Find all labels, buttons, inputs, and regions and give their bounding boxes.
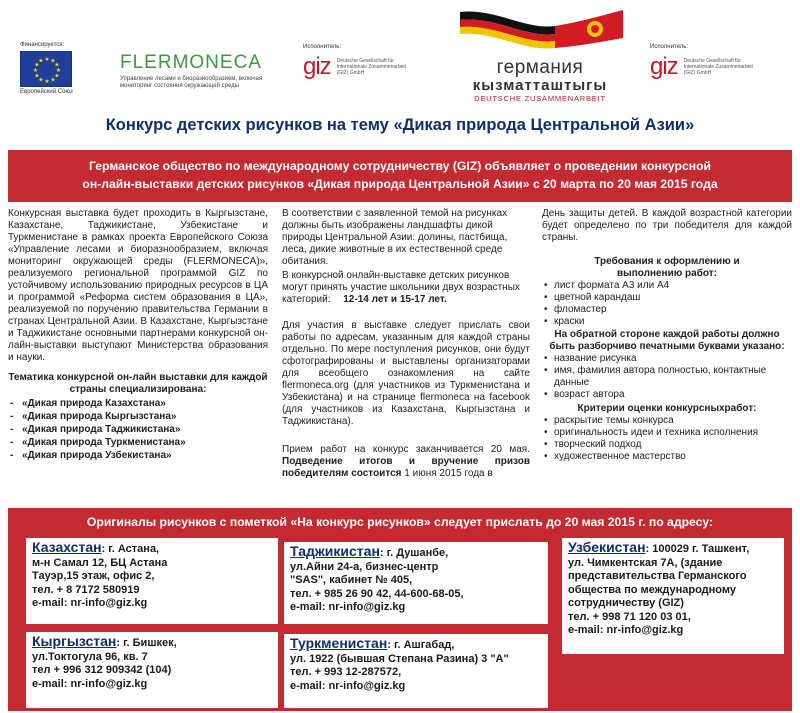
- phone: тел + 996 312 909342 (104): [32, 664, 172, 676]
- eu-logo-block: [20, 42, 100, 95]
- address-line: м-н Самал 12, БЦ Астана: [32, 556, 168, 569]
- address-kyrgyzstan: [26, 632, 278, 708]
- deadline-text: Прием работ на конкурс заканчивается 20 мая.: [282, 444, 530, 455]
- svg-text:★: ★: [44, 56, 50, 63]
- svg-text:★: ★: [55, 67, 62, 74]
- flermoneca-tagline: Управление лесами и биоразнообразием, включая мониторинг состояния окружающей среды: [120, 76, 263, 89]
- email: e-mail: nr-info@giz.kg: [32, 677, 148, 690]
- giz-logo-right: [650, 44, 790, 81]
- city: : г. Бишкек,: [116, 637, 177, 649]
- banner-line-2: он-лайн-выставки детских рисунков «Дикая природа Центральной Азии» с 20 марта по 20 мая 2015 года: [82, 177, 718, 191]
- phone: тел. + 985 26 90 42, 44-600-68-05,: [290, 587, 464, 600]
- list-item: • краски: [542, 316, 792, 328]
- flermoneca-logo: [120, 52, 290, 90]
- list-item: - «Дикая природа Туркменистана»: [8, 437, 268, 449]
- giz-logo-left: [303, 44, 443, 81]
- themes-heading: Тематика конкурсной он-лайн выставки для каждой страны специализирована:: [8, 372, 268, 395]
- svg-text:★: ★: [50, 57, 56, 65]
- list-item: • цветной карандаш: [542, 292, 792, 304]
- themes-list: [8, 398, 268, 462]
- announcement-banner: [8, 150, 792, 202]
- intro-paragraph: Конкурсная выставка будет проходить в Кыргызстане, Казахстане, Таджикистане, Узбекистане и Туркменистане в рамках проекта Европейского Союза «Управление лесами и биоразнообразием, включая мониторинг окружающей среды (FLERMONECA)», реализуемого региональной программой GIZ по устойчивому использованию природных ресурсов в ЦА и программой «Реформа систем образования в ЦА», реализуемой по поручению правительства Германии в странах Центральной Азии. В Казахстане, Кыргызстане и Таджикистане основными партнерами конкурсной он-лайн-выставки выступают Министерства образования и науки.: [8, 208, 268, 363]
- germany-cooperation-logo: [455, 8, 625, 103]
- address-turkmenistan: [284, 634, 548, 708]
- giz-logo-text-2: Deutsche Gesellschaft für Internationale Zusammenarbeit (GIZ) GmbH: [683, 58, 753, 76]
- country-name: Туркменистан: [290, 635, 388, 651]
- address-line: ул. 1922 (бывшая Степана Разина) 3 "А": [290, 652, 509, 665]
- country-name: Узбекистан: [568, 539, 646, 555]
- addresses-section: [8, 508, 792, 711]
- submission-paragraph: Для участия в выставке следует прислать свои работы по адресам, указанным для каждой страны отдельно. По мере поступления рисунков, они будут сфотографированы и выставлены организаторами для всеобщего ознакомления на сайте flermoneca.org (для участников из Туркменистана и Узбекистана) и на странице flermoneca на facebook (для участников из Казахстана, Кыргызстана и Таджикистана).: [282, 320, 530, 427]
- email: e-mail: nr-info@giz.kg: [32, 597, 148, 609]
- city: : г. Ашгабад,: [387, 639, 455, 651]
- list-item: - «Дикая природа Казахстана»: [8, 398, 268, 410]
- list-item: • название рисунка: [542, 353, 792, 365]
- address-line: "SAS", кабинет № 405,: [290, 574, 413, 586]
- phone: тел. + 998 71 120 03 01,: [568, 610, 691, 623]
- city: : г. Астана,: [101, 543, 160, 555]
- address-tajikistan: [284, 542, 548, 624]
- list-item: • лист формата А3 или А4: [542, 280, 792, 292]
- list-item: - «Дикая природа Кыргызстана»: [8, 411, 268, 423]
- eu-flag-icon: [20, 51, 72, 87]
- giz-logo-mark-2: giz: [650, 53, 678, 80]
- address-kazakhstan: [26, 538, 278, 624]
- addresses-heading: Оригиналы рисунков с пометкой «На конкурс рисунков» следует прислать до 20 мая 2015 г. по адресу:: [86, 515, 714, 529]
- svg-text:★: ★: [54, 72, 60, 80]
- email: e-mail: nr-info@giz.kg: [290, 601, 406, 613]
- executor-label-2: Исполнитель:: [650, 44, 689, 50]
- address-line: представительства Германского: [568, 570, 747, 582]
- svg-text:★: ★: [38, 57, 44, 65]
- svg-text:★: ★: [50, 76, 56, 84]
- deutsche-zusammenarbeit: DEUTSCHE ZUSAMMENARBEIT: [474, 94, 606, 103]
- column-middle: [282, 208, 530, 480]
- results-text: Подведение итогов и вручение призов победителям состоится: [282, 456, 530, 479]
- address-line: Тауэр,15 этаж, офис 2,: [32, 570, 155, 582]
- email: e-mail: nr-info@giz.kg: [568, 624, 684, 636]
- svg-text:★: ★: [54, 61, 60, 69]
- address-line: общества по международному: [568, 583, 736, 596]
- winners-paragraph: День защиты детей. В каждой возрастной категории будет определено по три победителя для каждой страны.: [542, 208, 792, 243]
- germany-word: германия: [496, 57, 584, 78]
- address-line: ул. Чимкентская 7А, (здание: [568, 556, 723, 569]
- back-side-list: [542, 353, 792, 401]
- eu-funded-label: Финансируется:: [20, 42, 65, 48]
- city: : г. Душанбе,: [379, 547, 449, 559]
- column-left: [8, 208, 268, 462]
- ages-intro: В конкурсной онлайн-выставке детских рисунков могут принять участие школьники двух возрастных категорий:: [282, 270, 520, 305]
- results-date: 1 июня 2015 года в: [404, 468, 493, 479]
- list-item: • художественное мастерство: [542, 451, 792, 463]
- list-item: • фломастер: [542, 304, 792, 316]
- address-uzbekistan: [562, 538, 784, 654]
- svg-text:★: ★: [34, 61, 40, 69]
- deadline-paragraph: [282, 444, 530, 480]
- svg-text:★: ★: [38, 76, 44, 84]
- cooperation-word: кызматташтыгы: [472, 77, 608, 94]
- svg-text:★: ★: [34, 72, 40, 80]
- topic-paragraph: В соответствии с заявленной темой на рисунках должны быть изображены ландшафты дикой природы Центральной Азии: долины, пастбища, леса, дикие животные в их естественной среде обитания.: [282, 208, 508, 267]
- eu-caption: Европейский Союз: [20, 89, 73, 95]
- email: e-mail: nr-info@giz.kg: [290, 679, 406, 692]
- phone: тел. + 993 12-287572,: [290, 666, 402, 678]
- address-line: сотрудничеству (GIZ): [568, 597, 684, 609]
- svg-text:★: ★: [32, 67, 39, 74]
- svg-text:★: ★: [44, 78, 50, 85]
- giz-logo-mark: giz: [303, 53, 331, 80]
- country-name: Кыргызстан: [32, 633, 117, 649]
- back-side-heading: На обратной стороне каждой работы должно быть разборчиво печатными буквами указано:: [549, 329, 785, 352]
- column-right: [542, 208, 792, 463]
- banner-line-1: Германское общество по международному сотрудничеству (GIZ) объявляет о проведении конкурсной: [88, 159, 712, 173]
- list-item: - «Дикая природа Таджикистана»: [8, 424, 268, 436]
- list-item: • раскрытие темы конкурса: [542, 415, 792, 427]
- ages-paragraph: [282, 270, 530, 306]
- address-line: ул.Токтогула 96, кв. 7: [32, 650, 148, 663]
- country-name: Казахстан: [32, 539, 102, 555]
- list-item: - «Дикая природа Узбекистана»: [8, 450, 268, 462]
- city: : 100029 г. Ташкент,: [645, 543, 750, 555]
- executor-label: Исполнитель:: [303, 44, 342, 50]
- flermoneca-name: FLERMONECA: [120, 52, 262, 73]
- content-columns: [8, 208, 792, 508]
- list-item: • творческий подход: [542, 439, 792, 451]
- requirements-list: [542, 280, 792, 328]
- phone: тел. + 8 7172 580919: [32, 583, 140, 596]
- giz-logo-text: Deutsche Gesellschaft für Internationale Zusammenarbeit (GIZ) GmbH: [336, 58, 406, 76]
- list-item: • имя, фамилия автора полностью, контактные данные: [542, 365, 792, 389]
- criteria-heading: Критерии оценки конкурсныхработ:: [577, 403, 757, 414]
- flag-ribbon-icon: [455, 8, 625, 50]
- criteria-list: [542, 415, 792, 463]
- address-line: ул.Айни 24-а, бизнес-центр: [290, 560, 439, 573]
- header: [0, 0, 800, 108]
- list-item: • возраст автора: [542, 389, 792, 401]
- page-title: Конкурс детских рисунков на тему «Дикая природа Центральной Азии»: [105, 116, 695, 134]
- list-item: • оригинальность идеи и техника исполнения: [542, 427, 792, 439]
- requirements-heading: Требования к оформлению и выполнению работ:: [594, 256, 740, 279]
- ages-categories: 12-14 лет и 15-17 лет.: [343, 294, 447, 305]
- country-name: Таджикистан: [290, 543, 380, 559]
